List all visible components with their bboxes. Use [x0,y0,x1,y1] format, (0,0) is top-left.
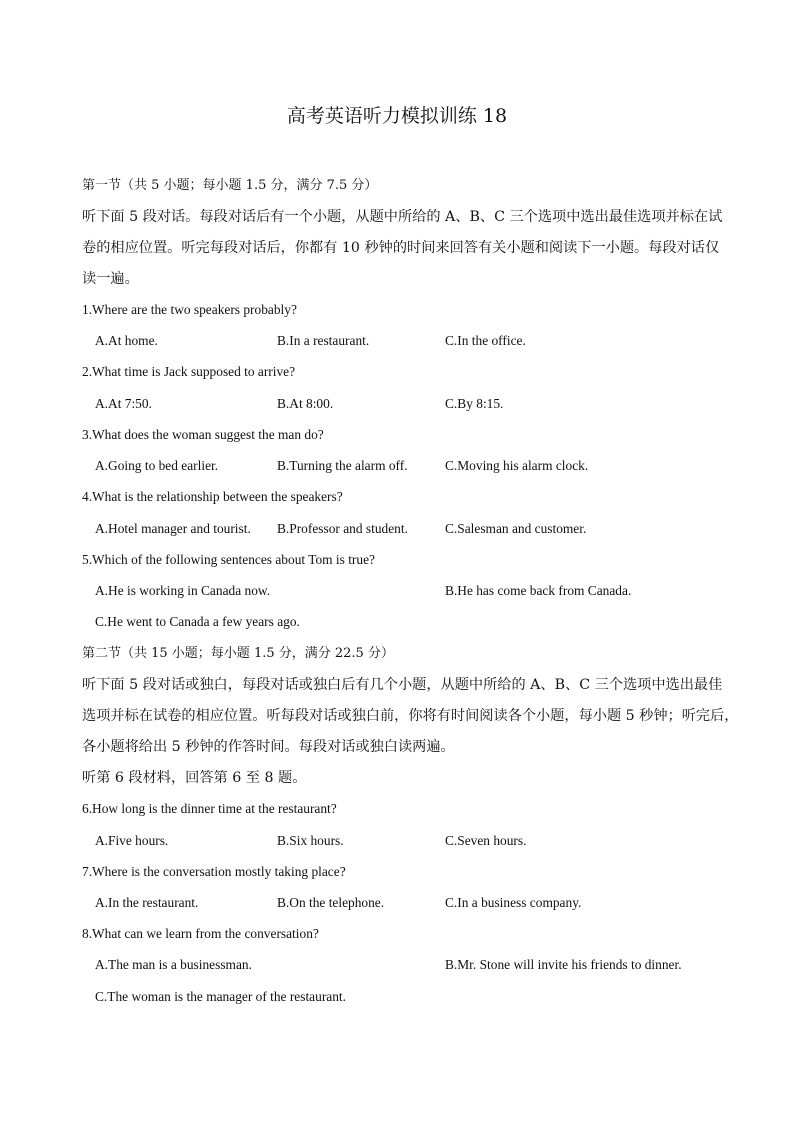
section1-instruction-line: 听下面 5 段对话。每段对话后有一个小题，从题中所给的 A、B、C 三个选项中选出最佳选项并标在试 [82,209,723,225]
q4-option-b: B.Professor and student. [277,521,408,536]
question-3: 3.What does the woman suggest the man do? [82,427,324,442]
question-8: 8.What can we learn from the conversation? [82,926,319,941]
q5-option-b: B.He has come back from Canada. [445,583,632,598]
q5-option-c: C.He went to Canada a few years ago. [95,614,300,629]
section2-instruction-line: 各小题将给出 5 秒钟的作答时间。每段对话或独白读两遍。 [82,739,455,755]
question-1: 1.Where are the two speakers probably? [82,302,297,317]
q5-option-a: A.He is working in Canada now. [95,583,271,598]
q6-option-b: B.Six hours. [277,833,344,848]
q1-option-c: C.In the office. [445,333,526,348]
question-4: 4.What is the relationship between the speakers? [82,489,343,504]
section1-instruction-line: 读一遍。 [82,271,139,287]
q2-option-a: A.At 7:50. [95,396,152,411]
q2-option-b: B.At 8:00. [277,396,334,411]
q3-option-b: B.Turning the alarm off. [277,458,408,473]
q3-option-c: C.Moving his alarm clock. [445,458,589,473]
q7-option-a: A.In the restaurant. [95,895,199,910]
page-title: 高考英语听力模拟训练 18 [286,105,508,127]
q3-option-a: A.Going to bed earlier. [95,458,219,473]
section2-heading: 第二节（共 15 小题；每小题 1.5 分，满分 22.5 分） [82,646,394,661]
q1-option-b: B.In a restaurant. [277,333,370,348]
q8-option-c: C.The woman is the manager of the restaurant. [95,989,346,1004]
material-note: 听第 6 段材料，回答第 6 至 8 题。 [82,770,307,786]
question-5: 5.Which of the following sentences about Tom is true? [82,552,375,567]
section2-instruction-line: 听下面 5 段对话或独白，每段对话或独白后有几个小题，从题中所给的 A、B、C 三个选项中选出最佳 [82,677,723,693]
section1-heading: 第一节（共 5 小题；每小题 1.5 分，满分 7.5 分） [82,178,378,193]
q7-option-c: C.In a business company. [445,895,582,910]
question-6: 6.How long is the dinner time at the restaurant? [82,801,337,816]
q4-option-c: C.Salesman and customer. [445,521,587,536]
section1-instruction-line: 卷的相应位置。听完每段对话后，你都有 10 秒钟的时间来回答有关小题和阅读下一小题。每段对话仅 [82,240,720,256]
q8-option-b: B.Mr. Stone will invite his friends to dinner. [445,957,682,972]
q2-option-c: C.By 8:15. [445,396,504,411]
q6-option-c: C.Seven hours. [445,833,527,848]
q6-option-a: A.Five hours. [95,833,169,848]
question-2: 2.What time is Jack supposed to arrive? [82,364,296,379]
q1-option-a: A.At home. [95,333,158,348]
q7-option-b: B.On the telephone. [277,895,385,910]
q4-option-a: A.Hotel manager and tourist. [95,521,251,536]
question-7: 7.Where is the conversation mostly taking place? [82,864,346,879]
section2-instruction-line: 选项并标在试卷的相应位置。听每段对话或独白前，你将有时间阅读各个小题，每小题 5 秒钟；听完后， [82,708,739,724]
q8-option-a: A.The man is a businessman. [95,957,252,972]
